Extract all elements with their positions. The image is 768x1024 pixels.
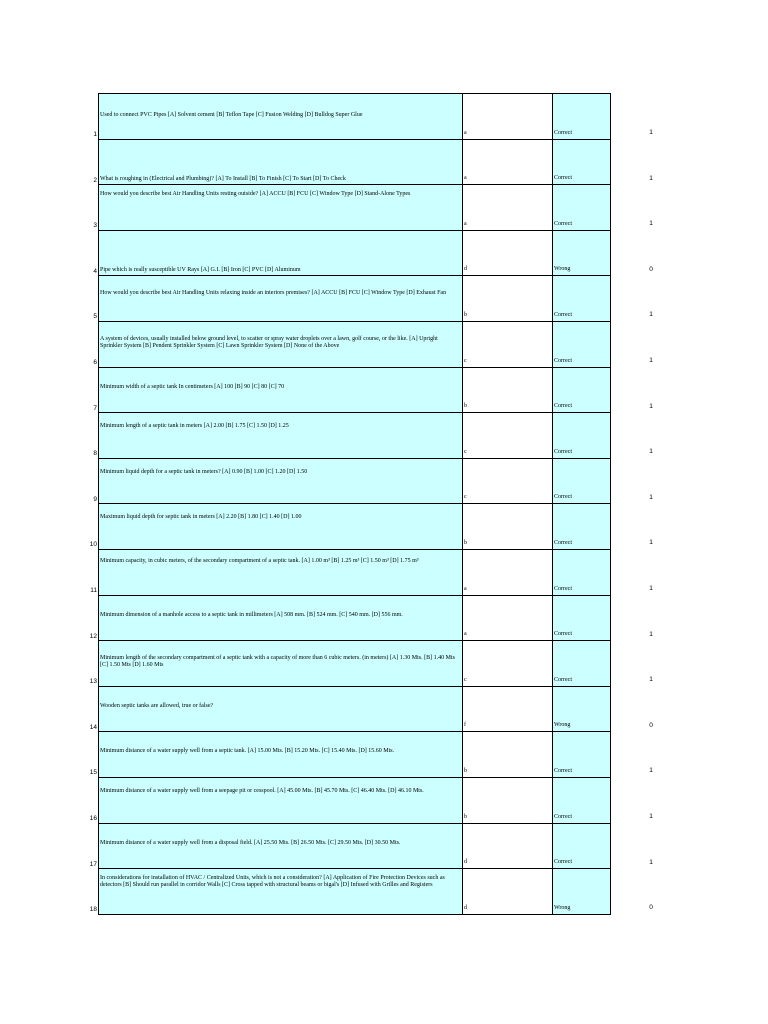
- quiz-sheet: [0, 93, 768, 915]
- question-cell[interactable]: [99, 139, 463, 185]
- answer-cell[interactable]: c: [463, 413, 553, 459]
- answer-cell[interactable]: d: [463, 230, 553, 276]
- row-number: [0, 823, 99, 869]
- answer-cell[interactable]: a: [463, 185, 553, 231]
- table-row: [0, 458, 691, 504]
- answer-cell[interactable]: d: [463, 869, 553, 915]
- score-cell: [611, 94, 692, 140]
- row-number-text: 17: [89, 860, 97, 868]
- answer-cell[interactable]: b: [463, 276, 553, 322]
- result-cell[interactable]: Correct: [553, 413, 611, 459]
- question-cell[interactable]: [99, 458, 463, 504]
- row-number-text: 9: [93, 495, 97, 503]
- result-cell[interactable]: Correct: [553, 321, 611, 367]
- row-number: [0, 732, 99, 778]
- score-text: 1: [649, 448, 653, 456]
- row-number: [0, 458, 99, 504]
- table-row: [0, 595, 691, 641]
- row-number: [0, 413, 99, 459]
- score-cell: [611, 185, 692, 231]
- score-text: 1: [649, 767, 653, 775]
- score-text: 1: [649, 813, 653, 820]
- score-text: 1: [649, 402, 653, 410]
- result-cell[interactable]: Correct: [553, 185, 611, 231]
- table-row: [0, 686, 691, 732]
- question-text: How would you describe best Air Handling Units resting outside? [A] ACCU [B] FCU [C] Window Type [D] Stand-Alone Types: [100, 191, 411, 198]
- row-number-text: 7: [93, 404, 97, 412]
- question-cell[interactable]: [99, 777, 463, 823]
- score-text: 1: [649, 220, 653, 228]
- row-number-text: 4: [93, 267, 97, 275]
- table-row: [0, 823, 691, 869]
- score-cell: [611, 276, 692, 322]
- score-cell: [611, 549, 692, 595]
- table-row: [0, 549, 691, 595]
- score-cell: [611, 230, 692, 276]
- score-cell: [611, 732, 692, 778]
- result-cell[interactable]: Wrong: [553, 869, 611, 915]
- table-row: [0, 504, 691, 550]
- row-number-text: 6: [93, 359, 97, 367]
- question-text: In considerations for installation of HVAC / Centralized Units, which is not a consideration? [A] Application of Fire Protection Devices such as detectors [B] Should run parallel in corridor Walls [C] Cross tapped with structural beams or bigal's [D] Infused with Grilles and Registers: [100, 875, 445, 889]
- row-number: [0, 321, 99, 367]
- row-number-text: 10: [89, 541, 97, 549]
- answer-cell[interactable]: a: [463, 139, 553, 185]
- question-cell[interactable]: [99, 549, 463, 595]
- row-number-text: 13: [89, 678, 97, 686]
- score-text: 1: [649, 858, 653, 866]
- question-text: Maximum liquid depth for septic tank in meters [A] 2.20 [B] 1.80 [C] 1.40 [D] 1.00: [100, 514, 302, 521]
- row-number-text: 1: [93, 131, 97, 139]
- score-cell: [611, 823, 692, 869]
- question-cell[interactable]: [99, 321, 463, 367]
- table-row: [0, 185, 691, 231]
- question-cell[interactable]: [99, 367, 463, 413]
- question-cell[interactable]: [99, 185, 463, 231]
- question-text: Minimum width of a septic tank In centimeters [A] 100 [B] 90 [C] 80 [C] 70: [100, 383, 285, 390]
- row-number-text: 11: [90, 587, 97, 595]
- table-row: [0, 413, 691, 459]
- result-cell[interactable]: Correct: [553, 595, 611, 641]
- result-cell[interactable]: Correct: [553, 94, 611, 140]
- row-number: [0, 185, 99, 231]
- answer-cell[interactable]: a: [463, 549, 553, 595]
- score-cell: [611, 595, 692, 641]
- row-number: [0, 367, 99, 413]
- question-text: Minimum capacity, in cubic meters, of the secondary compartment of a septic tank. [A] 1.00 m³ [B] 1.25 m³ [C] 1.50 m³ [D] 1.75 m³: [100, 557, 419, 564]
- row-number: [0, 276, 99, 322]
- result-cell[interactable]: Correct: [553, 276, 611, 322]
- score-cell: [611, 641, 692, 687]
- answer-cell[interactable]: c: [463, 458, 553, 504]
- row-number-text: 15: [89, 769, 97, 777]
- question-text: Pipe which is really susceptible UV Rays [A] G.I. [B] Iron [C] PVC [D] Aluminum: [100, 267, 301, 274]
- row-number: [0, 504, 99, 550]
- row-number-text: 8: [93, 450, 97, 458]
- answer-cell[interactable]: c: [463, 641, 553, 687]
- score-cell: [611, 686, 692, 732]
- row-number: [0, 230, 99, 276]
- score-text: 1: [649, 539, 653, 547]
- result-cell[interactable]: Correct: [553, 777, 611, 823]
- question-text: Used to connect PVC Pipes [A] Solvent cement [B] Teflon Tape [C] Fusion Welding [D] Bulldog Super Glue: [100, 112, 363, 118]
- row-number: [0, 139, 99, 185]
- question-cell[interactable]: [99, 230, 463, 276]
- answer-cell[interactable]: b: [463, 367, 553, 413]
- question-text: Minimum length of a septic tank in meters [A] 2.00 [B] 1.75 [C] 1.50 [D] 1.25: [100, 423, 289, 430]
- score-text: 0: [649, 265, 653, 273]
- answer-cell[interactable]: d: [463, 823, 553, 869]
- result-cell[interactable]: Correct: [553, 139, 611, 185]
- score-cell: [611, 504, 692, 550]
- question-text: Minimum distance of a water supply well from a disposal field. [A] 25.50 Mts. [B] 26.50 Mts. [C] 29.50 Mts. [D] 30.50 Mts.: [100, 839, 401, 846]
- score-cell: [611, 139, 692, 185]
- score-text: 1: [649, 129, 653, 137]
- table-row: [0, 276, 691, 322]
- question-text: Wooden septic tanks are allowed, true or false?: [100, 702, 214, 709]
- row-number-text: 12: [89, 632, 97, 640]
- question-cell[interactable]: [99, 94, 463, 140]
- answer-cell[interactable]: b: [463, 504, 553, 550]
- score-text: 0: [649, 904, 653, 912]
- row-number-text: 5: [93, 313, 97, 321]
- row-number: [0, 94, 99, 140]
- score-cell: [611, 321, 692, 367]
- row-number: [0, 641, 99, 687]
- table-row: [0, 367, 691, 413]
- answer-table-body: [0, 94, 691, 915]
- question-cell[interactable]: [99, 504, 463, 550]
- score-text: 1: [649, 630, 653, 638]
- result-cell[interactable]: Wrong: [553, 686, 611, 732]
- row-number-text: 16: [89, 815, 97, 822]
- question-cell[interactable]: [99, 276, 463, 322]
- row-number-text: 2: [93, 176, 97, 184]
- result-cell[interactable]: Wrong: [553, 230, 611, 276]
- score-cell: [611, 367, 692, 413]
- row-number: [0, 549, 99, 595]
- answer-cell[interactable]: a: [463, 595, 553, 641]
- table-row: [0, 230, 691, 276]
- score-cell: [611, 413, 692, 459]
- score-text: 0: [649, 721, 653, 729]
- score-text: 1: [649, 311, 653, 319]
- question-cell[interactable]: [99, 823, 463, 869]
- table-row: [0, 777, 691, 823]
- row-number-text: 18: [89, 906, 97, 914]
- row-number-text: 14: [89, 723, 97, 731]
- result-cell[interactable]: Correct: [553, 458, 611, 504]
- table-row: [0, 641, 691, 687]
- score-text: 1: [649, 357, 653, 365]
- answer-cell[interactable]: c: [463, 321, 553, 367]
- question-cell[interactable]: [99, 732, 463, 778]
- question-cell[interactable]: [99, 413, 463, 459]
- question-text: Minimum distance of a water supply well from a seepage pit or cesspool. [A] 45.00 Mts. [B] 45.70 Mts. [C] 46.40 Mts. [D] 46.10 Mts.: [100, 787, 424, 794]
- score-cell: [611, 458, 692, 504]
- answer-cell[interactable]: a: [463, 94, 553, 140]
- score-cell: [611, 777, 692, 823]
- score-text: 1: [649, 493, 653, 501]
- table-row: [0, 869, 691, 915]
- row-number: [0, 686, 99, 732]
- row-number-text: 3: [93, 222, 97, 230]
- row-number: [0, 869, 99, 915]
- result-cell[interactable]: Correct: [553, 641, 611, 687]
- table-row: [0, 732, 691, 778]
- question-text: Minimum distance of a water supply well from a septic tank. [A] 15.00 Mts. [B] 15.20 Mts. [C] 15.40 Mts. [D] 15.60 Mts.: [100, 748, 395, 755]
- question-text: Minimum dimension of a manhole access to a septic tank in millimeters [A] 508 mm. [B] 524 mm. [C] 540 mm. [D] 556 mm.: [100, 611, 403, 618]
- result-cell[interactable]: Correct: [553, 504, 611, 550]
- row-number: [0, 777, 99, 823]
- question-cell[interactable]: [99, 686, 463, 732]
- result-cell[interactable]: Correct: [553, 823, 611, 869]
- score-text: 1: [649, 676, 653, 684]
- table-row: [0, 139, 691, 185]
- row-number: [0, 595, 99, 641]
- table-row: [0, 94, 691, 140]
- answer-table: [0, 93, 691, 915]
- result-cell[interactable]: Correct: [553, 549, 611, 595]
- score-text: 1: [649, 585, 653, 593]
- answer-cell[interactable]: f: [463, 686, 553, 732]
- question-text: Minimum length of the secondary compartment of a septic tank with a capacity of more than 6 cubic meters. (in meters) [A] 1.30 Mts. [B] 1.40 Mts [C] 1.50 Mts [D] 1.60 Mts: [100, 655, 455, 669]
- question-text: How would you describe best Air Handling Units relaxing inside an interiors premises? [A] ACCU [B] FCU [C] Window Type [D] Exhaust Fan: [100, 290, 447, 297]
- table-row: [0, 321, 691, 367]
- question-text: Minimum liquid depth for a septic tank in meters? [A] 0.90 [B] 1.00 [C] 1.20 [D] 1.50: [100, 468, 308, 475]
- question-text: What is roughing in (Electrical and Plumbing)? [A] To Install [B] To Finish [C] To Start [D] To Check: [100, 176, 346, 183]
- score-text: 1: [649, 174, 653, 182]
- answer-cell[interactable]: b: [463, 777, 553, 823]
- question-cell[interactable]: [99, 595, 463, 641]
- result-cell[interactable]: Correct: [553, 732, 611, 778]
- answer-cell[interactable]: b: [463, 732, 553, 778]
- question-cell[interactable]: [99, 869, 463, 915]
- score-cell: [611, 869, 692, 915]
- question-cell[interactable]: [99, 641, 463, 687]
- result-cell[interactable]: Correct: [553, 367, 611, 413]
- question-text: A system of devices, usually installed below ground level, to scatter or spray water droplets over a lawn, golf course, or the like. [A] Upright Sprinkler System [B] Pendent Sprinkler System [C] Lawn Sprinkler System [D] None of the Above: [100, 335, 438, 349]
